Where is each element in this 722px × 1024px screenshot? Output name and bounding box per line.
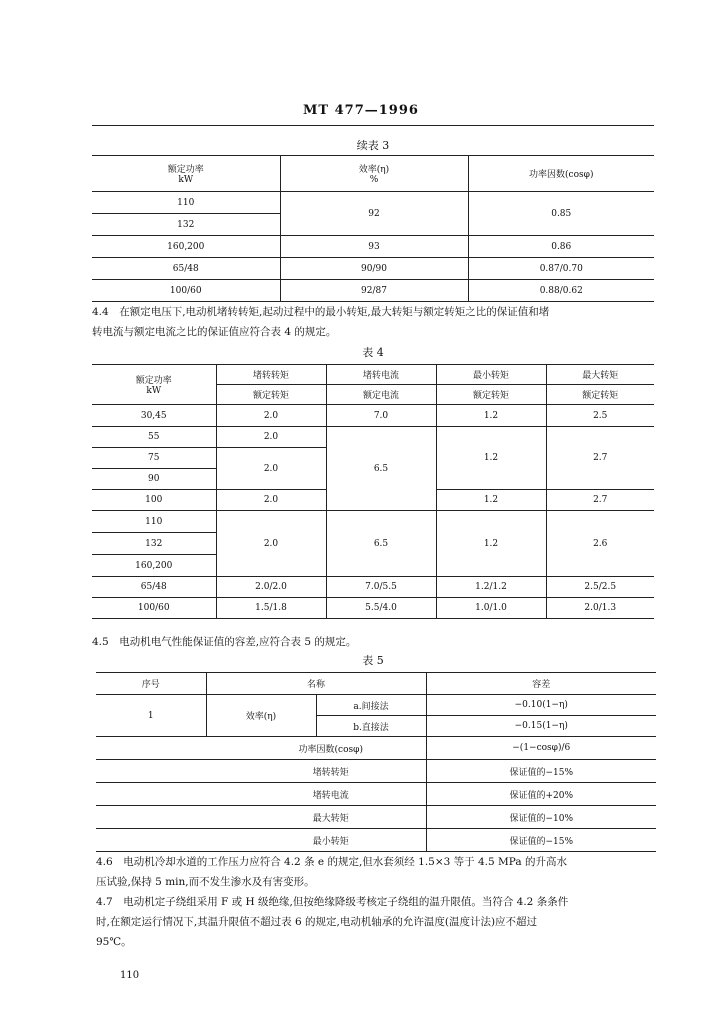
table-row: 132 [92,533,654,555]
table-row: 65/48 90/90 0.87/0.70 [92,258,654,280]
table-row: 75 2.0 [92,448,654,469]
table-row: 132 [92,214,654,236]
table-row: b.直接法 −0.15(1−η) [96,716,656,737]
section-4-6: 4.6 电动机冷却水道的工作压力应符合 4.2 条 e 的规定,但水套须经 1.5×3 等于 4.5 MPa 的升高水 压试验,保持 5 min,而不发生渗水及有害变形。 [96,856,567,888]
table5-caption: 表 5 [362,654,384,667]
table4-header-row-1: 额定功率 kW 堵转转矩 堵转电流 最小转矩 最大转矩 [92,365,654,385]
table-row: 100 2.0 1.2 2.7 [92,490,654,511]
table3-header-row [92,156,654,192]
table3-caption: 续表 3 [356,139,390,152]
table3-h-power: 额定功率 kW [92,156,280,192]
table-row: 100/60 1.5/1.8 5.5/4.0 1.0/1.0 2.0/1.3 [92,598,654,619]
table-row: 65/48 2.0/2.0 7.0/5.5 1.2/1.2 2.5/2.5 [92,577,654,598]
table-row: 最大转矩 保证值的−10% [96,806,656,829]
table5 [96,672,656,852]
table3 [92,155,654,302]
table-row: 1 效率(η) a.间接法 −0.10(1−η) [96,695,656,716]
section-4-5: 4.5 电动机电气性能保证值的容差,应符合表 5 的规定。 [92,636,357,648]
table-row: 堵转电流 保证值的+20% [96,783,656,806]
table4-caption: 表 4 [362,346,384,359]
table-row: 90 [92,469,654,490]
table-row: 100/60 92/87 0.88/0.62 [92,280,654,302]
standard-header: MT 477—1996 [303,103,419,118]
table-row: 160,200 93 0.86 [92,236,654,258]
header-rule [92,125,654,126]
table-row: 堵转转矩 保证值的−15% [96,760,656,783]
section-4-7: 4.7 电动机定子绕组采用 F 或 H 级绝缘,但按绝缘降级考核定子绕组的温升限值。当符合 4.2 条条件 时,在额定运行情况下,其温升限值不超过表 6 的规定,电动机轴承的允许温度(温度计法)应不超过 95℃。 [96,896,569,948]
table4-h-power: 额定功率 kW [92,365,216,405]
section-4-4: 4.4 在额定电压下,电动机堵转转矩,起动过程中的最小转矩,最大转矩与额定转矩之比的保证值和堵 转电流与额定电流之比的保证值应符合表 4 的规定。 [92,306,550,338]
table-row: 55 2.0 6.5 1.2 2.7 [92,427,654,448]
table4-header-row-2: 额定转矩 额定电流 额定转矩 额定转矩 [92,385,654,405]
table-row: 110 2.0 6.5 1.2 2.6 [92,511,654,533]
table5-header-row: 序号 名称 容差 [96,673,656,695]
table4 [92,364,654,619]
table3-h-eff: 效率(η) % [280,156,468,192]
table3-h-pf: 功率因数(cosφ) [529,170,594,180]
table-row: 160,200 [92,555,654,577]
page-number: 110 [120,970,140,981]
table-row: 最小转矩 保证值的−15% [96,829,656,852]
table-row: 110 92 0.85 [92,192,654,214]
table-row: 30,45 2.0 7.0 1.2 2.5 [92,405,654,427]
table-row: 功率因数(cosφ) −(1−cosφ)/6 [96,737,656,760]
